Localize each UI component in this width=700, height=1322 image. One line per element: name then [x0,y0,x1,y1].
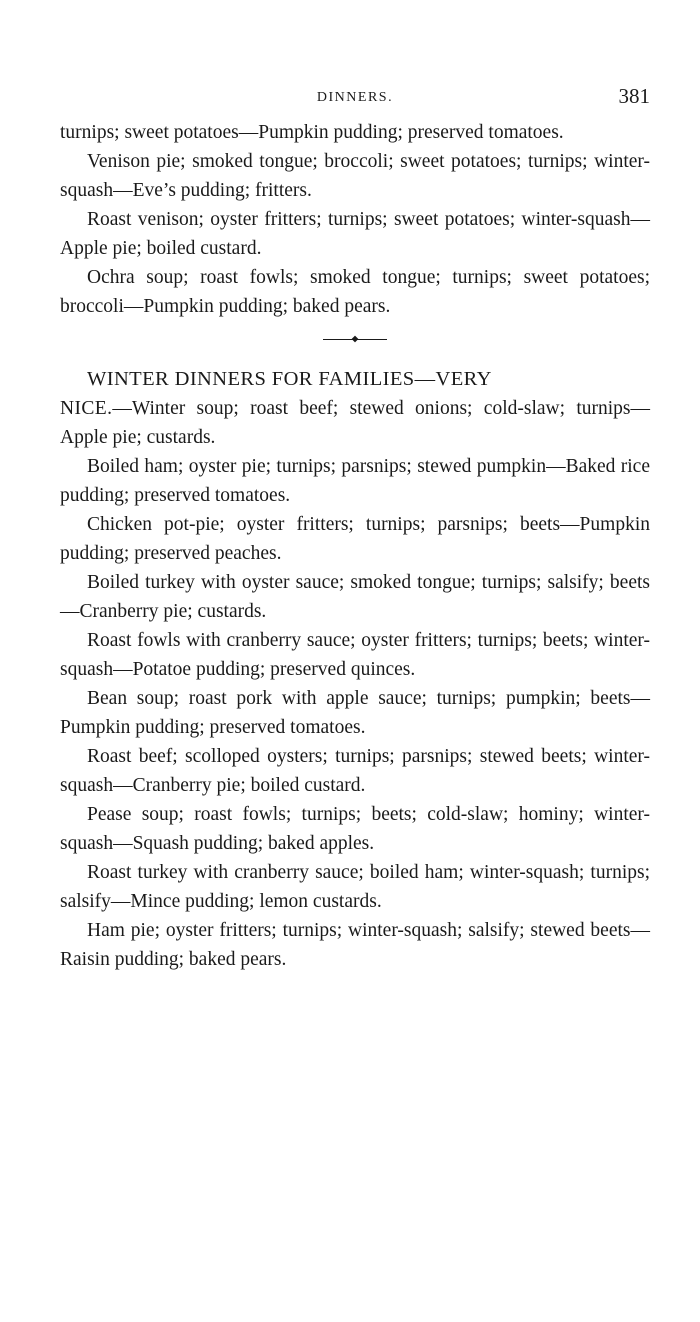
running-head [60,84,650,110]
menu-paragraph: Bean soup; roast pork with apple sauce; turnips; pumpkin; beets—Pumpkin pudding; preserved tomatoes. [60,688,650,738]
section-lead: NICE. [60,398,113,419]
menu-paragraph: Ochra soup; roast fowls; smoked tongue; turnips; sweet potatoes; broccoli—Pumpkin pudding; baked pears. [60,267,650,317]
menu-paragraph: Venison pie; smoked tongue; broccoli; sweet potatoes; turnips; winter-squash—Eve’s pudding; fritters. [60,151,650,201]
divider-ornament-icon [352,336,359,343]
section-heading [60,365,650,394]
menu-paragraph: Chicken pot-pie; oyster fritters; turnips; parsnips; beets—Pumpkin pudding; preserved peaches. [60,514,650,564]
section-heading-text: WINTER DINNERS FOR FAMILIES—VERY [87,368,492,390]
section-first-text: —Winter soup; roast beef; stewed onions; cold-slaw; turnips—Apple pie; custards. [60,398,650,448]
menu-paragraph: Boiled turkey with oyster sauce; smoked tongue; turnips; salsify; beets—Cranberry pie; custards. [60,572,650,622]
menu-paragraph: Roast fowls with cranberry sauce; oyster fritters; turnips; beets; winter-squash—Potatoe pudding; preserved quinces. [60,630,650,680]
menu-paragraph-continued: turnips; sweet potatoes—Pumpkin pudding; preserved tomatoes. [60,122,564,143]
menu-paragraph: Roast turkey with cranberry sauce; boiled ham; winter-squash; turnips; salsify—Mince pudding; lemon custards. [60,862,650,912]
book-page [60,84,650,974]
menu-paragraph: Roast beef; scolloped oysters; turnips; parsnips; stewed beets; winter-squash—Cranberry pie; boiled custard. [60,746,650,796]
menu-paragraph: Roast venison; oyster fritters; turnips; sweet potatoes; winter-squash—Apple pie; boiled custard. [60,209,650,259]
body-text [60,118,650,974]
page-number: 381 [618,84,650,108]
running-title: DINNERS. [316,90,394,105]
menu-paragraph: Pease soup; roast fowls; turnips; beets; cold-slaw; hominy; winter-squash—Squash pudding; baked apples. [60,804,650,854]
section-first-paragraph [60,394,650,452]
section-divider [60,325,650,355]
menu-paragraph: Boiled ham; oyster pie; turnips; parsnips; stewed pumpkin—Baked rice pudding; preserved tomatoes. [60,456,650,506]
menu-paragraph: Ham pie; oyster fritters; turnips; winter-squash; salsify; stewed beets—Raisin pudding; baked pears. [60,920,650,970]
